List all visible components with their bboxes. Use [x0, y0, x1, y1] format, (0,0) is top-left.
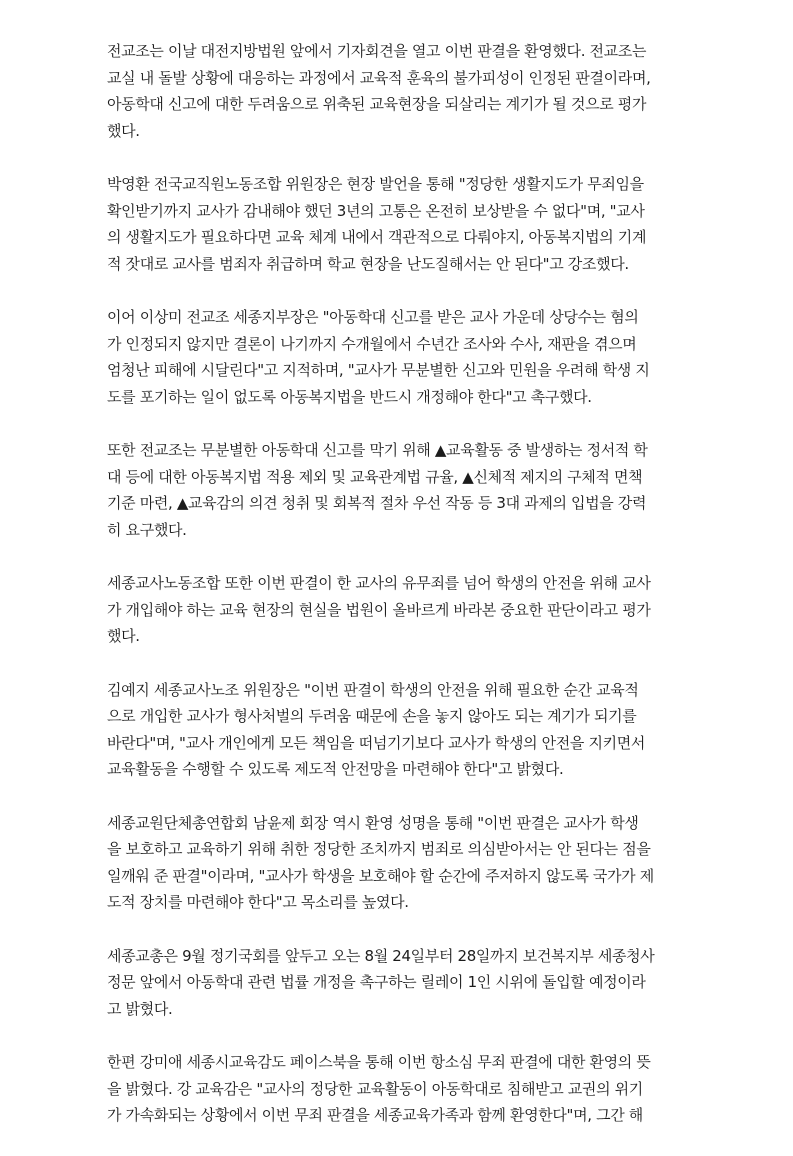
paragraph — [107, 437, 695, 543]
text-line: 으로 개입한 교사가 형사처벌의 두려움 때문에 손을 놓지 않아도 되는 계기가 되기를 — [107, 707, 637, 725]
text-line: 정문 앞에서 아동학대 관련 법률 개정을 촉구하는 릴레이 1인 시위에 돌입할 예정이라 — [107, 973, 646, 991]
paragraph — [107, 570, 695, 650]
text-line: 한편 강미애 세종시교육감도 페이스북을 통해 이번 항소심 무죄 판결에 대한 환영의 뜻 — [107, 1053, 651, 1071]
text-line: 교실 내 돌발 상황에 대응하는 과정에서 교육적 훈육의 불가피성이 인정된 판결이라며, — [107, 68, 651, 87]
text-line: 도적 장치를 마련해야 한다"고 목소리를 높였다. — [107, 893, 409, 911]
text-line: 적 잣대로 교사를 범죄자 취급하며 학교 현장을 난도질해서는 안 된다"고 강조했다. — [107, 254, 629, 273]
paragraph — [107, 943, 695, 1023]
text-line: 을 보호하고 교육하기 위해 취한 정당한 조치까지 범죄로 의심받아서는 안 된다는 점을 — [107, 840, 651, 858]
text-line: 세종교사노동조합 또한 이번 판결이 한 교사의 유무죄를 넘어 학생의 안전을 위해 교사 — [107, 574, 651, 592]
text-line: 을 밝혔다. 강 교육감은 "교사의 정당한 교육활동이 아동학대로 침해받고 교권의 위기 — [107, 1079, 643, 1098]
text-line: 이어 이상미 전교조 세종지부장은 "아동학대 신고를 받은 교사 가운데 상당수는 혐의 — [107, 308, 639, 326]
text-line: 엄청난 피해에 시달린다"고 지적하며, "교사가 무분별한 신고와 민원을 우려해 학생 지 — [107, 361, 650, 379]
text-line: 의 생활지도가 필요하다면 교육 체계 내에서 객관적으로 다뤄야지, 아동복지법의 기계 — [107, 228, 647, 246]
text-line: 했다. — [107, 121, 140, 140]
paragraph — [107, 38, 695, 144]
paragraph — [107, 171, 695, 277]
text-line: 도를 포기하는 일이 없도록 아동복지법을 반드시 개정해야 한다"고 촉구했다. — [107, 387, 592, 406]
text-line: 세종교원단체총연합회 남윤제 회장 역시 환영 성명을 통해 "이번 판결은 교사가 학생 — [107, 813, 639, 832]
text-line: 교육활동을 수행할 수 있도록 제도적 안전망을 마련해야 한다"고 밝혔다. — [107, 760, 564, 778]
text-line: 전교조는 이날 대전지방법원 앞에서 기자회견을 열고 이번 판결을 환영했다. 전교조는 — [107, 42, 647, 60]
text-line: 가 가속화되는 상황에서 이번 무죄 판결을 세종교육가족과 함께 환영한다"며, 그간 해 — [107, 1106, 643, 1124]
article-body — [107, 38, 695, 1156]
text-line: 아동학대 신고에 대한 두려움으로 위축된 교육현장을 되살리는 계기가 될 것으로 평가 — [107, 95, 647, 113]
text-line: 기준 마련, ▲교육감의 의견 청취 및 회복적 절차 우선 작동 등 3대 과제의 입법을 강력 — [107, 494, 647, 512]
paragraph — [107, 677, 695, 783]
text-line: 일깨워 준 판결"이라며, "교사가 학생을 보호해야 할 순간에 주저하지 않도록 국가가 제 — [107, 866, 654, 885]
text-line: 바란다"며, "교사 개인에게 모든 책임을 떠넘기기보다 교사가 학생의 안전을 지키면서 — [107, 733, 646, 752]
text-line: 박영환 전국교직원노동조합 위원장은 현장 발언을 통해 "정당한 생활지도가 무죄임을 — [107, 175, 644, 193]
paragraph — [107, 1049, 695, 1129]
paragraph — [107, 304, 695, 410]
paragraph — [107, 810, 695, 916]
text-line: 세종교총은 9월 정기국회를 앞두고 오는 8월 24일부터 28일까지 보건복지부 세종청사 — [107, 946, 655, 965]
text-line: 고 밝혔다. — [107, 999, 173, 1018]
text-line: 김예지 세종교사노조 위원장은 "이번 판결이 학생의 안전을 위해 필요한 순간 교육적 — [107, 680, 639, 699]
text-line: 대 등에 대한 아동복지법 적용 제외 및 교육관계법 규율, ▲신체적 제지의 구체적 면책 — [107, 467, 643, 486]
text-line: 또한 전교조는 무분별한 아동학대 신고를 막기 위해 ▲교육활동 중 발생하는 정서적 학 — [107, 441, 648, 459]
text-line: 했다. — [107, 627, 140, 645]
text-line: 가 인정되지 않지만 결론이 나기까지 수개월에서 수년간 조사와 수사, 재판을 겪으며 — [107, 334, 637, 353]
text-line: 가 개입해야 하는 교육 현장의 현실을 법원이 올바르게 바라본 중요한 판단이라고 평가 — [107, 600, 651, 619]
text-line: 확인받기까지 교사가 감내해야 했던 3년의 고통은 온전히 보상받을 수 없다"며, "교사 — [107, 201, 645, 220]
text-line: 히 요구했다. — [107, 520, 187, 539]
